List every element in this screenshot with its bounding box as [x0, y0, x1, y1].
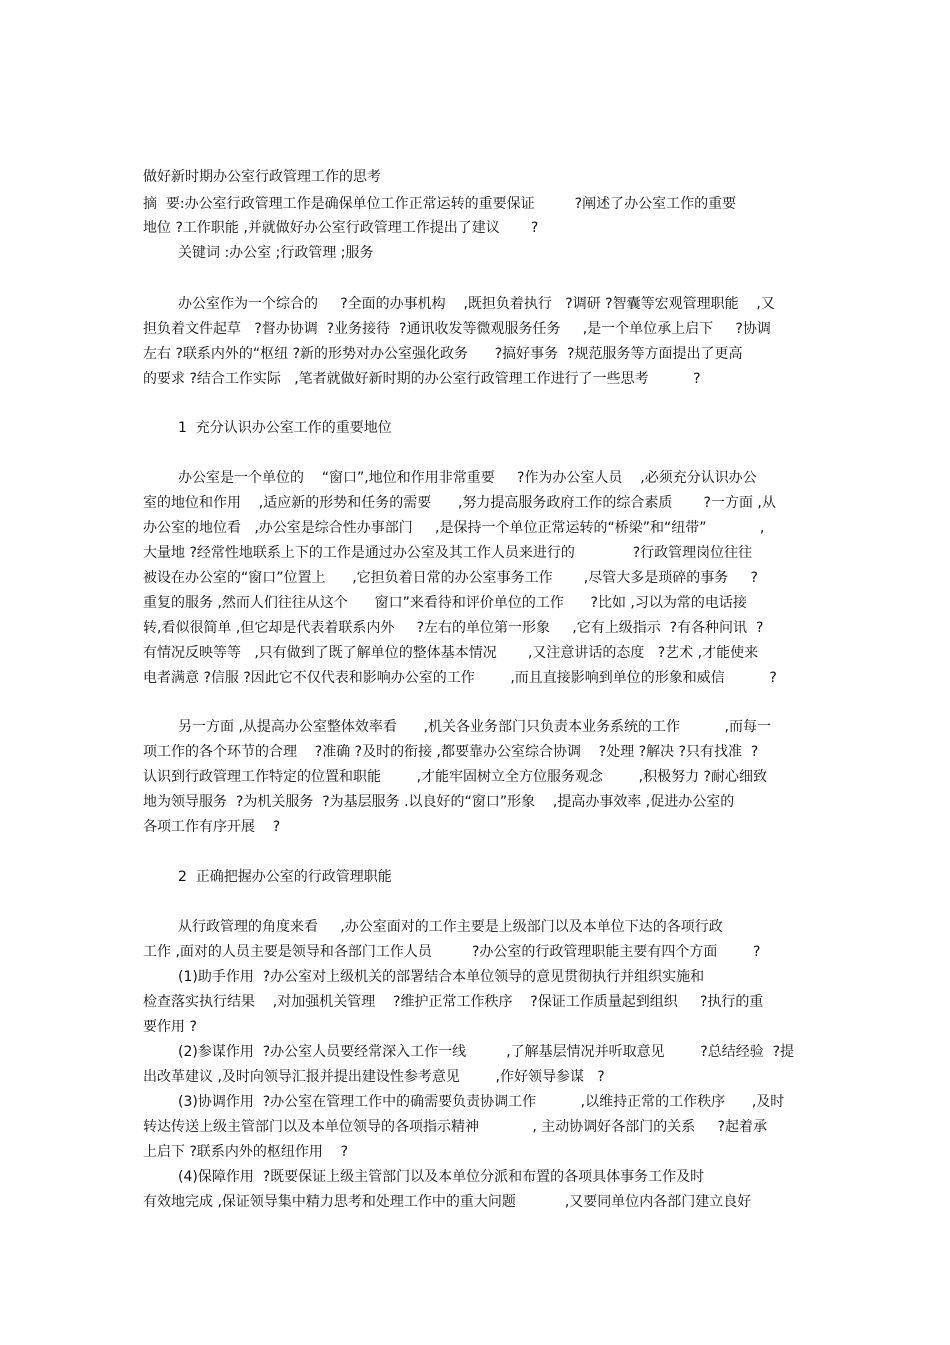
section1-para2-line: 认识到行政管理工作特定的位置和职能 ,才能牢固树立全方位服务观念 ,积极努力 ?耐心细致 — [143, 769, 767, 785]
intro-line: 担负着文件起草 ?督办协调 ?业务接待 ?通讯收发等微观服务任务 ,是一个单位承上启下 ?协调 — [143, 321, 771, 337]
abstract-line: 地位 ?工作职能 ,并就做好办公室行政管理工作提出了建议 ? — [143, 220, 539, 236]
item-advisor-line: 出改革建议 ,及时向领导汇报并提出建设性参考意见 ,作好领导参谋 ? — [143, 1069, 605, 1085]
section1-para1-line: 办公室是一个单位的 “窗口”,地位和作用非常重要 ?作为办公室人员 ,必须充分认识办公 — [178, 470, 757, 486]
section-heading-2: 2 正确把握办公室的行政管理职能 — [178, 869, 392, 885]
section1-para1-line: 被设在办公室的“窗口”位置上 ,它担负着日常的办公室事务工作 ,尽管大多是琐碎的事务 ? — [143, 570, 758, 586]
item-assistant-line: 要作用 ? — [143, 1019, 197, 1035]
intro-line: 的要求 ?结合工作实际 ,笔者就做好新时期的办公室行政管理工作进行了一些思考 ? — [143, 371, 701, 387]
item-advisor-line: (2)参谋作用 ?办公室人员要经常深入工作一线 ,了解基层情况并听取意见 ?总结经验 ?提 — [178, 1044, 795, 1060]
item-assistant-line: (1)助手作用 ?办公室对上级机关的部署结合本单位领导的意见贯彻执行并组织实施和 — [178, 969, 705, 985]
item-coordination-line: 上启下 ?联系内外的枢纽作用 ? — [143, 1144, 349, 1160]
document-title: 做好新时期办公室行政管理工作的思考 — [143, 169, 381, 185]
section1-para1-line: 电者满意 ?信服 ?因此它不仅代表和影响办公室的工作 ,而且直接影响到单位的形象和威信 ? — [143, 670, 777, 686]
intro-line: 左右 ?联系内外的“枢纽 ?新的形势对办公室强化政务 ?搞好事务 ?规范服务等方面提出了更高 — [143, 346, 743, 362]
section1-para1-line: 重复的服务 ,然而人们往往从这个 窗口”来看待和评价单位的工作 ?比如 ,习以为常的电话接 — [143, 595, 747, 611]
abstract-line: 摘 要:办公室行政管理工作是确保单位工作正常运转的重要保证 ?阐述了办公室工作的重要 — [143, 196, 737, 212]
section1-para1-line: 室的地位和作用 ,适应新的形势和任务的需要 ,努力提高服务政府工作的综合素质 ?一方面 ,从 — [143, 495, 776, 511]
section1-para1-line: 办公室的地位看 ,办公室是综合性办事部门 ,是保持一个单位正常运转的“桥梁”和“纽带” , — [143, 520, 765, 536]
item-support-line: 有效地完成 ,保证领导集中精力思考和处理工作中的重大问题 ,又要同单位内各部门建立良好 — [143, 1194, 752, 1210]
section-heading-1: 1 充分认识办公室工作的重要地位 — [178, 420, 392, 436]
section1-para2-line: 另一方面 ,从提高办公室整体效率看 ,机关各业务部门只负责本业务系统的工作 ,而每一 — [178, 719, 772, 735]
section1-para2-line: 项工作的各个环节的合理 ?准确 ?及时的衔接 ,都要靠办公室综合协调 ?处理 ?解决 ?只有找准 ? — [143, 744, 759, 760]
intro-line: 办公室作为一个综合的 ?全面的办事机构 ,既担负着执行 ?调研 ?智囊等宏观管理职能 ,又 — [178, 296, 775, 312]
section1-para1-line: 大量地 ?经常性地联系上下的工作是通过办公室及其工作人员来进行的 ?行政管理岗位往往 — [143, 545, 753, 561]
section1-para2-line: 各项工作有序开展 ? — [143, 819, 281, 835]
item-support-line: (4)保障作用 ?既要保证上级主管部门以及本单位分派和布置的各项具体事务工作及时 — [178, 1169, 705, 1185]
section2-para1-line: 工作 ,面对的人员主要是领导和各部门工作人员 ?办公室的行政管理职能主要有四个方面 ? — [143, 944, 761, 960]
section1-para1-line: 转,看似很简单 ,但它却是代表着联系内外 ?左右的单位第一形象 ,它有上级指示 ?有各种问讯 ? — [143, 620, 764, 636]
section1-para1-line: 有情况反映等等 ,只有做到了既了解单位的整体基本情况 ,又注意讲话的态度 ?艺术 ,才能使来 — [143, 645, 759, 661]
item-coordination-line: 转达传送上级主管部门以及本单位领导的各项指示精神 , 主动协调好各部门的关系 ?起着承 — [143, 1119, 767, 1135]
section1-para2-line: 地为领导服务 ?为机关服务 ?为基层服务 .以良好的“窗口”形象 ,提高办事效率 ,促进办公室的 — [143, 794, 735, 810]
section2-para1-line: 从行政管理的角度来看 ,办公室面对的工作主要是上级部门以及本单位下达的各项行政 — [178, 919, 723, 935]
item-assistant-line: 检查落实执行结果 ,对加强机关管理 ?维护正常工作秩序 ?保证工作质量起到组织 ?执行的重 — [143, 994, 764, 1010]
keywords-line: 关键词 :办公室 ;行政管理 ;服务 — [178, 245, 374, 261]
item-coordination-line: (3)协调作用 ?办公室在管理工作中的确需要负责协调工作 ,以维持正常的工作秩序 ,及时 — [178, 1094, 785, 1110]
